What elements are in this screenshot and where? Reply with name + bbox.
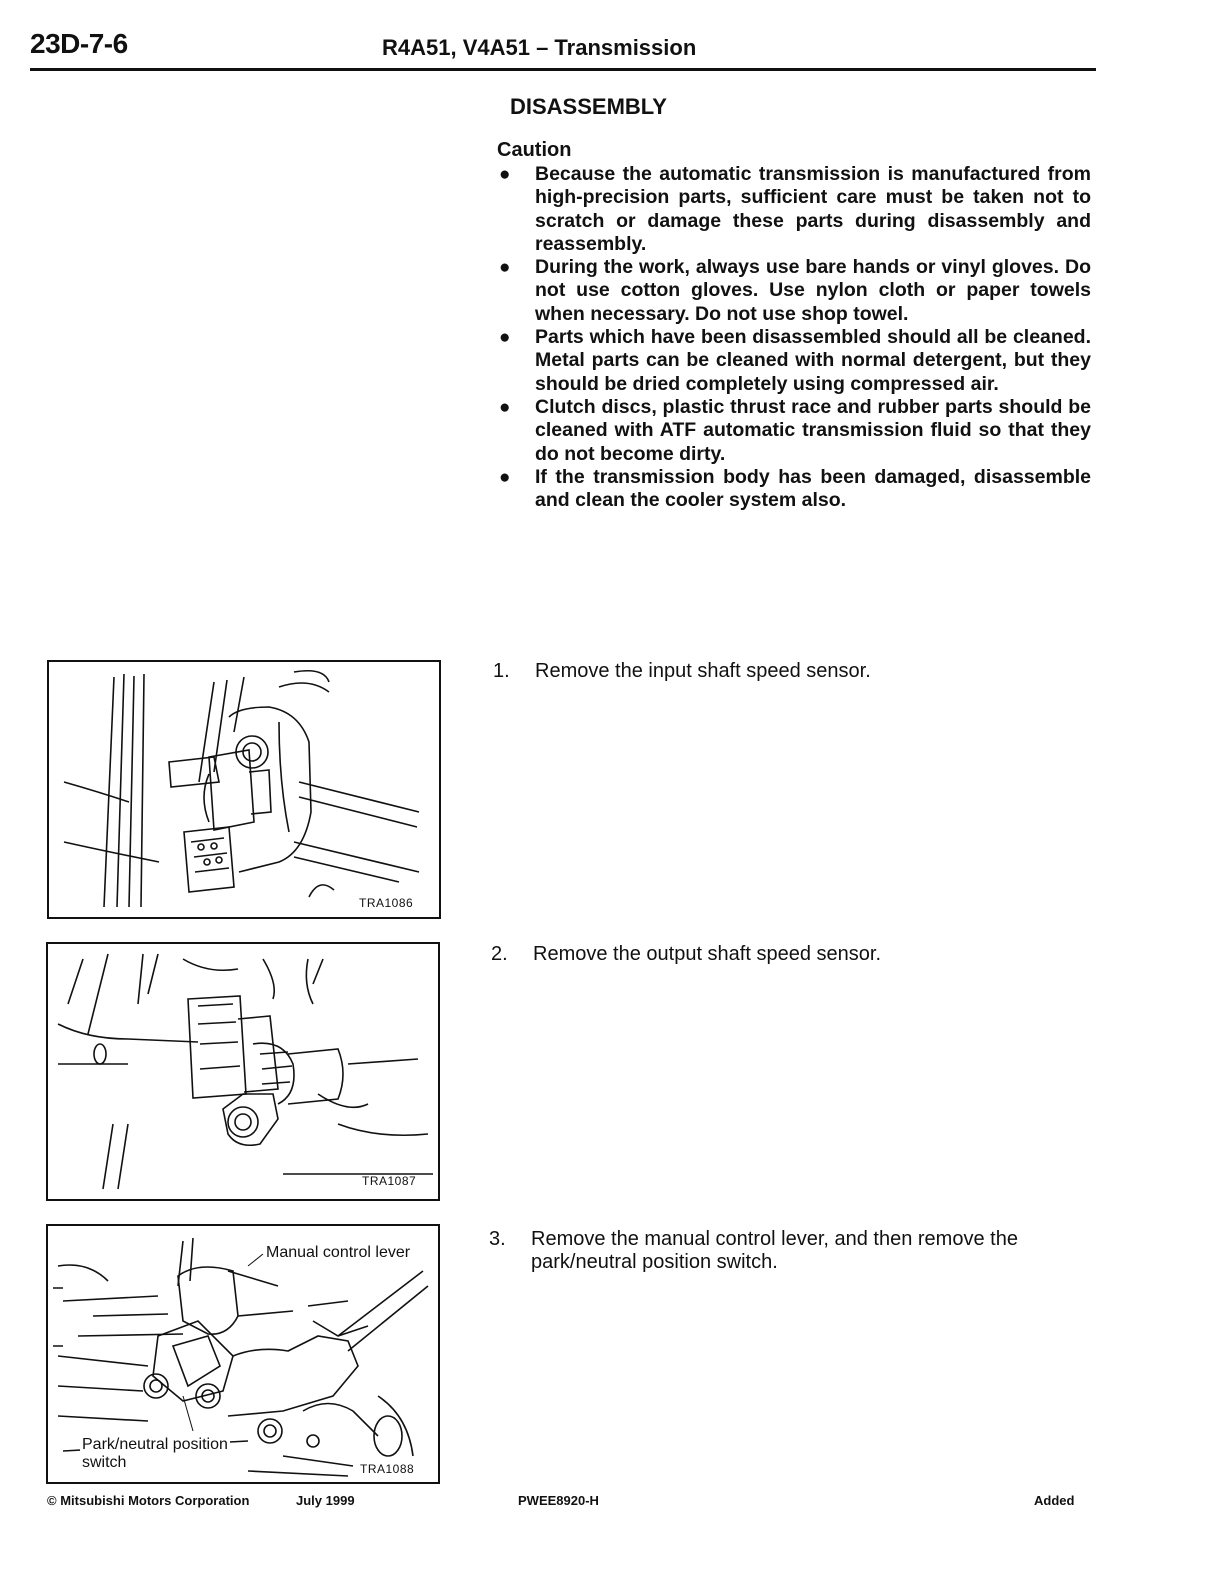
bullet-icon: ● [499, 164, 511, 185]
caution-text: Parts which have been disassembled should all be cleaned. Metal parts can be cleaned with normal detergent, but they should be dried completely using compressed air. [535, 326, 1091, 395]
header-divider [30, 68, 1096, 71]
figure-input-shaft-sensor [47, 660, 441, 919]
bullet-icon: ● [499, 257, 511, 279]
footer-date: July 1999 [296, 1493, 355, 1508]
page-number: 23D-7-6 [30, 28, 128, 59]
input-sensor-illustration [49, 662, 439, 917]
caution-text: Clutch discs, plastic thrust race and rubber parts should be cleaned with ATF automatic transmission fluid so that they do not become dirty. [535, 395, 1091, 465]
caution-item [497, 256, 1091, 326]
step-number: 2. [491, 943, 508, 965]
step-text: Remove the manual control lever, and then remove the park/neutral position switch. [531, 1228, 1018, 1273]
figure-output-shaft-sensor [46, 942, 440, 1201]
figure-code: TRA1086 [359, 896, 414, 910]
caution-item [497, 396, 1091, 466]
figure-code: TRA1088 [360, 1462, 415, 1476]
callout-manual-control-lever: Manual control lever [266, 1244, 411, 1261]
step-number: 3. [489, 1228, 506, 1250]
footer-copyright: © Mitsubishi Motors Corporation [47, 1493, 250, 1508]
footer-doc-code: PWEE8920-H [518, 1493, 599, 1508]
figure-code: TRA1087 [362, 1174, 417, 1188]
footer-status: Added [1034, 1493, 1075, 1508]
section-title: DISASSEMBLY [510, 94, 667, 119]
bullet-icon: ● [499, 327, 511, 349]
callout-line: Park/neutral position [82, 1436, 228, 1453]
caution-item [497, 466, 1091, 513]
output-sensor-illustration [48, 944, 438, 1199]
callout-line: switch [82, 1454, 127, 1471]
bullet-icon: ● [499, 466, 511, 488]
figure-manual-control-lever [46, 1224, 440, 1484]
caution-item [497, 326, 1091, 396]
caution-list [497, 163, 1091, 512]
caution-text: During the work, always use bare hands or vinyl gloves. Do not use cotton gloves. Use nylon cloth or paper towels when necessary. Do not use shop towel. [535, 256, 1091, 325]
page-title: R4A51, V4A51 – Transmission [382, 35, 697, 60]
caution-text: If the transmission body has been damaged, disassemble and clean the cooler system also. [535, 465, 1091, 512]
step-number: 1. [493, 660, 510, 682]
step-text: Remove the output shaft speed sensor. [533, 943, 881, 965]
callout-park-neutral-switch [80, 1436, 230, 1472]
caution-text: Because the automatic transmission is manufactured from high-precision parts, sufficient care must be taken not to scratch or damage these parts during disassembly and reassembly. [535, 163, 1091, 255]
bullet-icon: ● [499, 396, 511, 418]
step-text: Remove the input shaft speed sensor. [535, 660, 871, 682]
caution-label: Caution [497, 139, 572, 161]
caution-item [497, 163, 1091, 256]
